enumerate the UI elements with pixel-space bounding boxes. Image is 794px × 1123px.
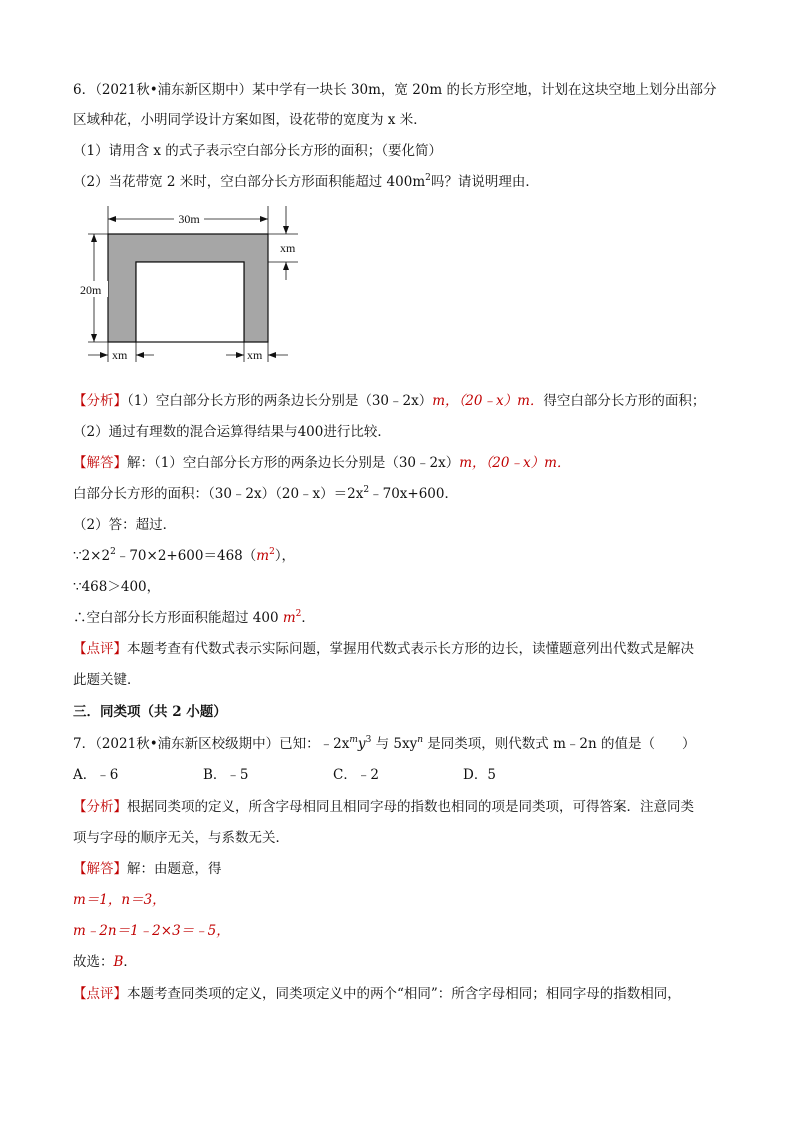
q6-answer-sup4: 2	[110, 547, 116, 557]
q7-stem-sup3: 3	[365, 735, 372, 745]
q6-answer-text4d: ），	[274, 548, 296, 564]
q7-option-c[interactable]: C．﹣2	[333, 767, 379, 783]
label-xm-right: xm	[280, 241, 296, 255]
q7-answer-text4c: ．	[123, 954, 137, 970]
q7-option-b[interactable]: B．﹣5	[203, 767, 249, 783]
q6-comment-line1	[73, 639, 694, 659]
q7-stem-m: m	[349, 735, 358, 745]
q6-answer-text4b: ﹣70×2+600＝468（	[115, 548, 257, 564]
right-arrow-top	[283, 226, 289, 234]
label-xm-bottom-right: xm	[247, 348, 263, 362]
q6-answer-line3: （2）答：超过．	[73, 517, 177, 533]
q7-answer-line2: m＝1，n＝3，	[73, 892, 166, 908]
q6-comment-text1: 本题考查有代数式表示实际问题，掌握用代数式表示长方形的边长，读懂题意列出代数式是解决	[127, 641, 694, 657]
analysis-tag: 【分析】	[73, 799, 127, 815]
q6-subq2-sup: 2	[425, 173, 431, 183]
q6-answer-sup6: 2	[295, 609, 302, 619]
q6-analysis-text1c: 得空白部分长方形的面积；	[543, 393, 706, 409]
q6-subq2-tail: 吗？请说明理由．	[430, 174, 539, 190]
q6-answer-text2a: 白部分长方形的面积：（30﹣2x）（20﹣x）＝2x	[73, 486, 364, 502]
analysis-tag: 【分析】	[73, 393, 127, 409]
q6-answer-text6c: ．	[301, 610, 315, 626]
q6-subq2	[73, 172, 539, 192]
left-arrow-bottom	[91, 334, 97, 342]
q6-answer-line6	[73, 608, 315, 628]
q7-stem-y: y	[357, 736, 366, 752]
q6-answer-line1	[73, 453, 570, 473]
q7-answer-choice: B	[113, 954, 124, 970]
q6-stem-line1: 6．（2021秋•浦东新区期中）某中学有一块长 30m，宽 20m 的长方形空地，计划在这块空地上划分出部分	[73, 82, 717, 98]
q6-analysis-text1a: （1）空白部分长方形的两条边长分别是（30﹣2x）	[127, 393, 433, 409]
top-arrow-right	[260, 216, 268, 222]
q6-answer-text2b: ﹣70x+600．	[369, 486, 458, 502]
q7-analysis-text1: 根据同类项的定义，所含字母相同且相同字母的指数也相同的项是同类项，可得答案．注意同类	[127, 799, 694, 815]
q7-option-a[interactable]: A．﹣6	[73, 767, 119, 783]
q7-comment-line1	[73, 984, 681, 1004]
q7-stem-a: 7．（2021秋•浦东新区校级期中）已知：﹣2x	[73, 736, 350, 752]
q6-answer-text1a: 解：（1）空白部分长方形的两条边长分别是（30﹣2x）	[127, 455, 460, 471]
q6-analysis-text1b: m，（20﹣x）m．	[432, 393, 544, 409]
q6-answer-line2	[73, 484, 458, 504]
answer-tag: 【解答】	[73, 861, 127, 877]
q6-answer-line5: ∵468＞400，	[73, 579, 161, 595]
comment-tag: 【点评】	[73, 986, 127, 1002]
q7-answer-line1	[73, 859, 222, 879]
bottom-left-arrow-b	[136, 352, 144, 358]
q6-answer-line4	[73, 546, 295, 566]
q6-answer-sup4b: 2	[269, 547, 275, 557]
q6-answer-text6b: m	[282, 610, 296, 626]
q6-subq2-text: （2）当花带宽 2 米时，空白部分长方形面积能超过 400m	[73, 174, 426, 190]
q7-analysis-line2: 项与字母的顺序无关，与系数无关．	[73, 830, 289, 846]
label-20m: 20m	[80, 283, 102, 297]
label-30m: 30m	[178, 212, 200, 226]
q6-analysis-line1	[73, 391, 705, 411]
q7-stem-c: 与 5xy	[371, 736, 418, 752]
q7-answer-line3: m﹣2n＝1﹣2×3＝﹣5，	[73, 923, 230, 939]
right-arrow-bottom	[283, 262, 289, 270]
blank-rectangle	[136, 262, 244, 342]
q7-stem-d: 是同类项，则代数式 m﹣2n 的值是（ ）	[423, 736, 696, 752]
top-arrow-left	[108, 216, 116, 222]
comment-tag: 【点评】	[73, 641, 127, 657]
q7-answer-text4a: 故选：	[73, 954, 114, 970]
q6-answer-sup2: 2	[363, 485, 370, 495]
q6-answer-text4a: ∵2×2	[73, 548, 111, 564]
garden-figure	[78, 200, 308, 372]
q6-answer-text6a: ∴空白部分长方形面积能超过 400	[73, 610, 283, 626]
left-arrow-top	[91, 234, 97, 242]
q7-comment-text1: 本题考查同类项的定义，同类项定义中的两个“相同”：所含字母相同；相同字母的指数相同，	[127, 986, 681, 1002]
q6-subq1: （1）请用含 x 的式子表示空白部分长方形的面积；（要化简）	[73, 143, 443, 159]
q7-options	[73, 765, 593, 785]
label-xm-bottom-left: xm	[112, 348, 128, 362]
bottom-left-arrow-a	[100, 352, 108, 358]
q7-option-d[interactable]: D．5	[463, 767, 496, 783]
q6-stem-line2: 区域种花，小明同学设计方案如图，设花带的宽度为 x 米．	[73, 112, 427, 128]
q7-answer-text1: 解：由题意，得	[127, 861, 222, 877]
bottom-right-arrow-a	[236, 352, 244, 358]
answer-tag: 【解答】	[73, 455, 127, 471]
q6-analysis-line2: （2）通过有理数的混合运算得结果与400进行比较．	[73, 424, 391, 440]
q7-answer-line4	[73, 952, 137, 972]
q7-stem	[73, 734, 695, 754]
bottom-right-arrow-b	[268, 352, 276, 358]
q7-stem-n: n	[417, 735, 424, 745]
q7-analysis-line1	[73, 797, 694, 817]
q6-comment-line2: 此题关键．	[73, 672, 141, 688]
section-title: 三．同类项（共 2 小题）	[73, 704, 227, 720]
q6-answer-text4c: m	[256, 548, 270, 564]
q6-answer-text1b: m，（20﹣x）m．	[459, 455, 571, 471]
